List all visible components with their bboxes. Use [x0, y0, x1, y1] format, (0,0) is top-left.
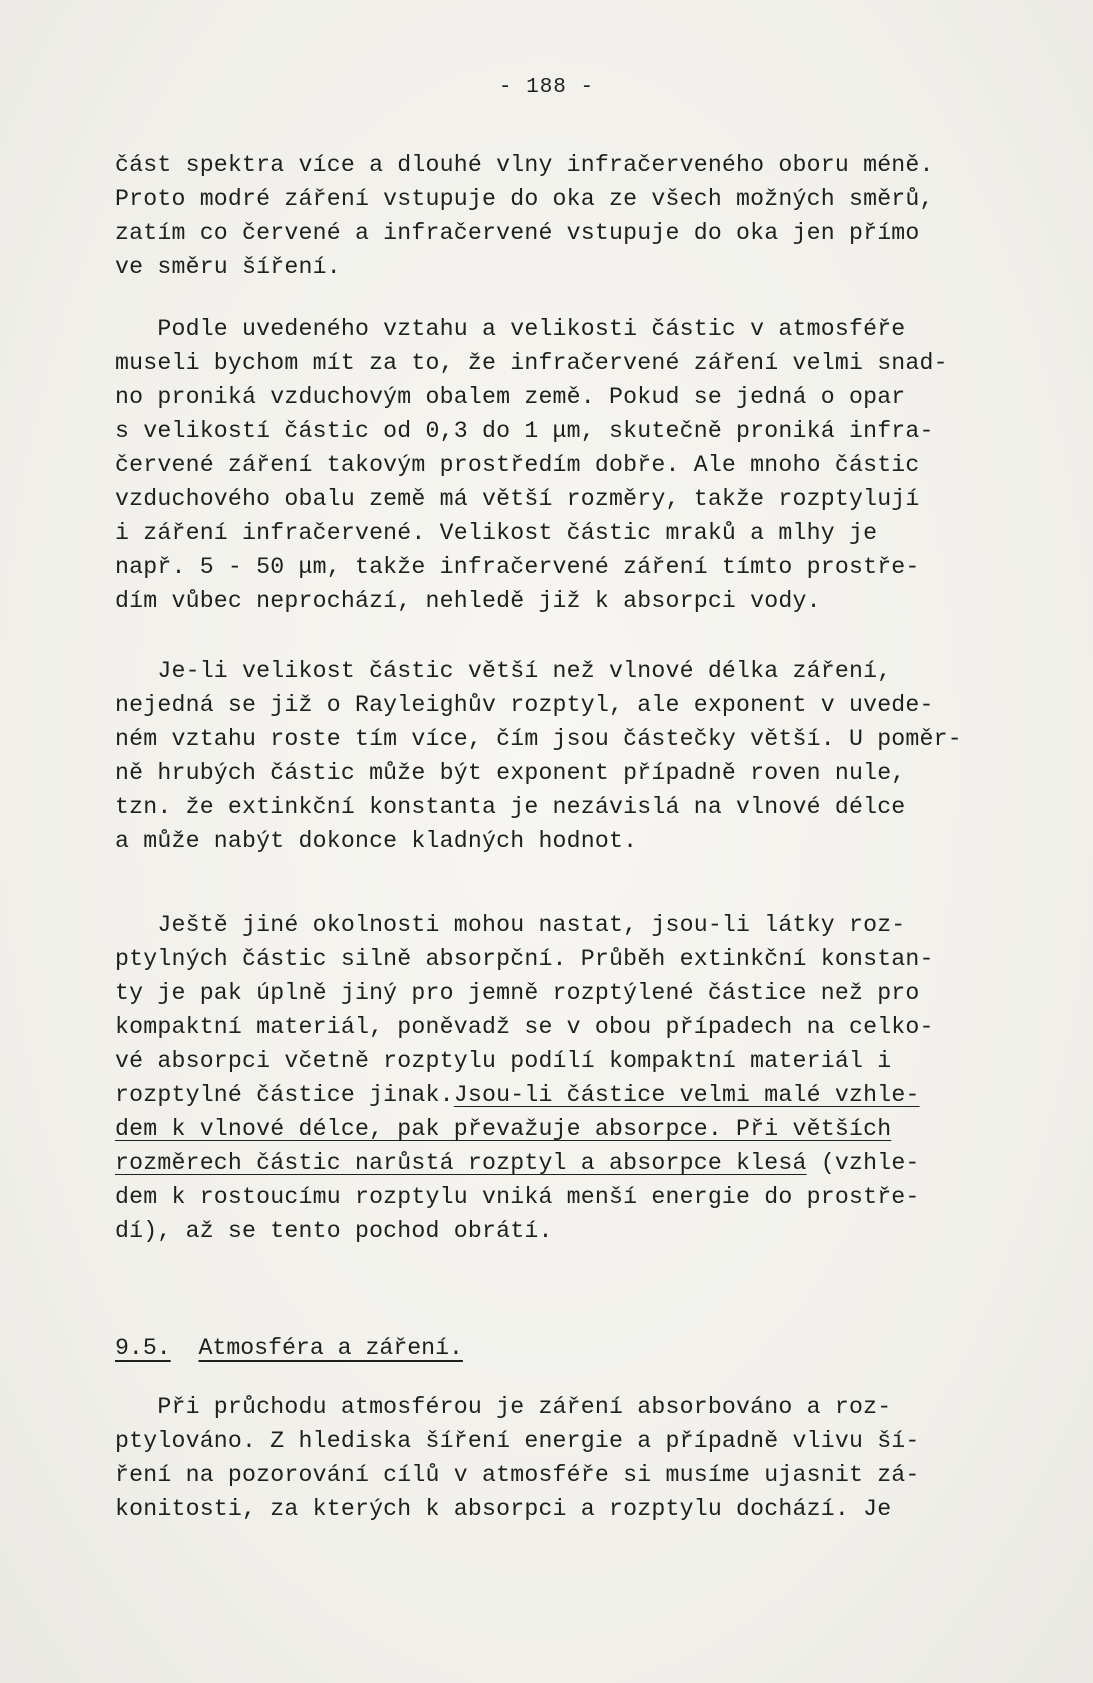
para4-line-10: dí), až se tento pochod obrátí.	[115, 1218, 553, 1244]
section-heading	[115, 1333, 463, 1363]
page-number: - 188 -	[498, 76, 595, 99]
para4-line-8	[115, 1148, 920, 1178]
para3-line-2: nejedná se již o Rayleighův rozptyl, ale exponent v uvede-	[115, 692, 934, 718]
section-title: Atmosféra a záření.	[198, 1335, 463, 1361]
para2-line-7: i záření infračervené. Velikost částic mraků a mlhy je	[115, 520, 878, 546]
para2-line-1: Podle uvedeného vztahu a velikosti částic v atmosféře	[115, 316, 906, 342]
para3-line-6: a může nabýt dokonce kladných hodnot.	[115, 828, 638, 854]
para4-line-6-plain: rozptylné částice jinak.	[115, 1082, 454, 1108]
para4-line-6	[115, 1080, 920, 1110]
para3-line-3: ném vztahu roste tím více, čím jsou částečky větší. U poměr-	[115, 726, 962, 752]
para4-line-6-underlined: Jsou-li částice velmi malé vzhle-	[453, 1082, 920, 1108]
para4-line-1: Ještě jiné okolnosti mohou nastat, jsou-li látky roz-	[115, 912, 906, 938]
para5-line-3: ření na pozorování cílů v atmosféře si musíme ujasnit zá-	[115, 1462, 920, 1488]
para5-line-4: konitosti, za kterých k absorpci a rozptylu dochází. Je	[115, 1496, 892, 1522]
para4-line-9: dem k rostoucímu rozptylu vniká menší energie do prostře-	[115, 1184, 920, 1210]
para4-line-2: ptylných částic silně absorpční. Průběh extinkční konstan-	[115, 946, 934, 972]
para2-line-2: museli bychom mít za to, že infračervené záření velmi snad-	[115, 350, 948, 376]
para3-line-1: Je-li velikost částic větší než vlnové délka záření,	[115, 658, 892, 684]
para3-line-4: ně hrubých částic může být exponent případně roven nule,	[115, 760, 906, 786]
para3-line-5: tzn. že extinkční konstanta je nezávislá na vlnové délce	[115, 794, 906, 820]
para4-line-3: ty je pak úplně jiný pro jemně rozptýlené částice než pro	[115, 980, 920, 1006]
para5-line-2: ptylováno. Z hlediska šíření energie a případně vlivu ší-	[115, 1428, 920, 1454]
para2-line-8: např. 5 - 50 μm, takže infračervené záření tímto prostře-	[115, 554, 920, 580]
para4-line-5: vé absorpci včetně rozptylu podílí kompaktní materiál i	[115, 1048, 892, 1074]
para1-line-1: část spektra více a dlouhé vlny infračerveného oboru méně.	[115, 152, 934, 178]
para4-line-7-underlined: dem k vlnové délce, pak převažuje absorpce. Při větších	[115, 1116, 892, 1142]
para5-line-1: Při průchodu atmosférou je záření absorbováno a roz-	[115, 1394, 892, 1420]
para2-line-9: dím vůbec neprochází, nehledě již k absorpci vody.	[115, 588, 821, 614]
para2-line-3: no proniká vzduchovým obalem země. Pokud se jedná o opar	[115, 384, 906, 410]
para2-line-5: červené záření takovým prostředím dobře. Ale mnoho částic	[115, 452, 920, 478]
para2-line-4: s velikostí částic od 0,3 do 1 μm, skutečně proniká infra-	[115, 418, 934, 444]
para2-line-6: vzduchového obalu země má větší rozměry, takže rozptylují	[115, 486, 920, 512]
para4-line-4: kompaktní materiál, poněvadž se v obou případech na celko-	[115, 1014, 934, 1040]
para1-line-3: zatím co červené a infračervené vstupuje do oka jen přímo	[115, 220, 920, 246]
para1-line-4: ve směru šíření.	[115, 254, 341, 280]
para4-line-8-underlined: rozměrech částic narůstá rozptyl a absorpce klesá	[115, 1150, 807, 1176]
para4-line-8-plain: (vzhle-	[806, 1150, 920, 1176]
para1-line-2: Proto modré záření vstupuje do oka ze všech možných směrů,	[115, 186, 934, 212]
section-number: 9.5.	[115, 1335, 171, 1361]
para4-line-7	[115, 1114, 891, 1144]
